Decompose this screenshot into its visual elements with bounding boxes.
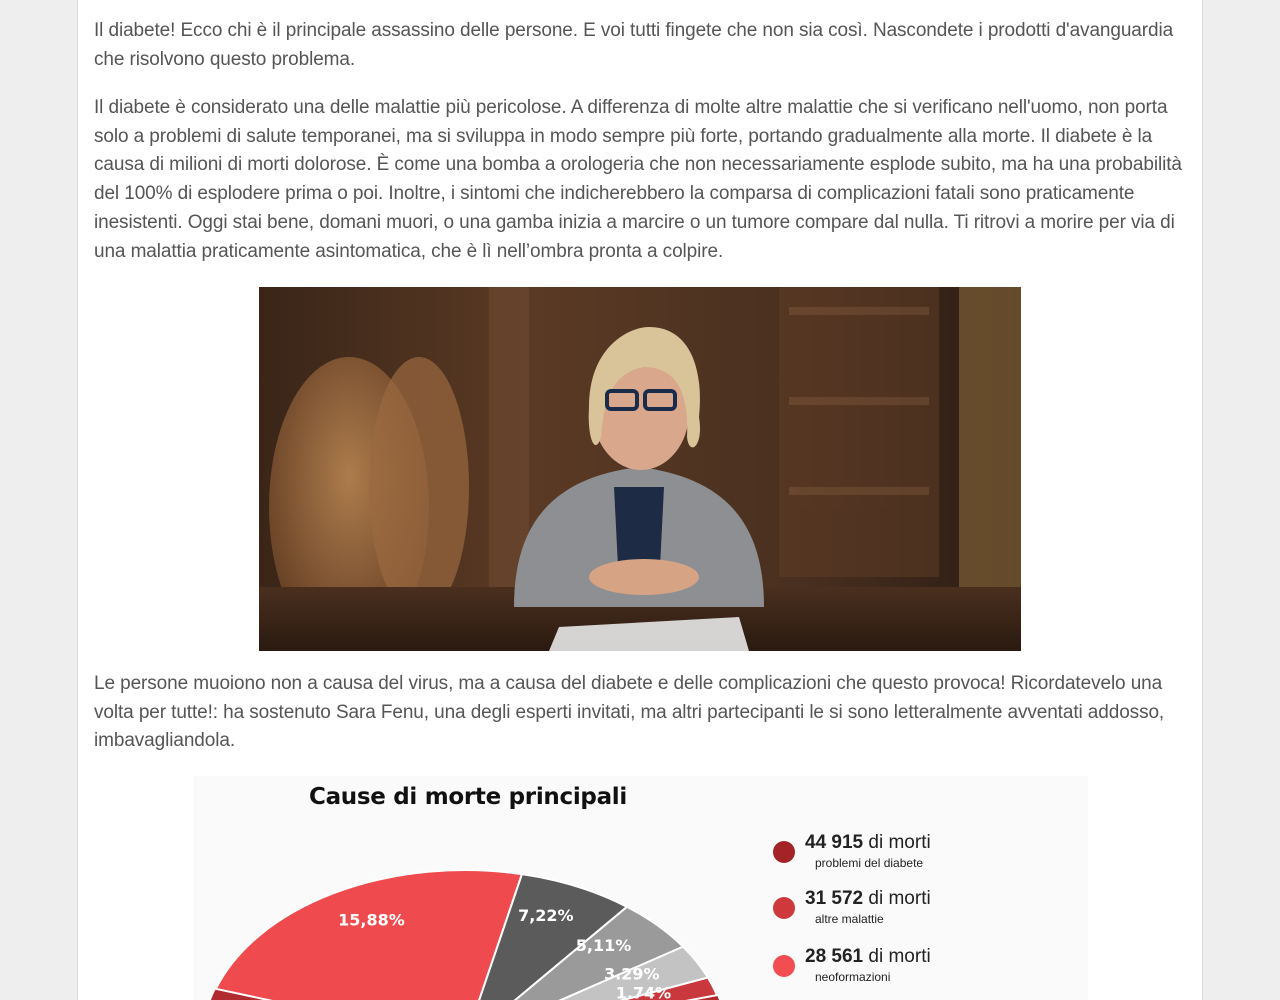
legend-dot <box>773 897 795 919</box>
legend-count: 31 572 <box>805 888 864 909</box>
pie-slice-label: 15,88% <box>338 910 405 930</box>
article-paragraph: Il diabete è considerato una delle malattie più pericolose. A differenza di molte altre malattie che si verificano nell'uomo, non porta solo a problemi di salute temporanei, ma si sviluppa in modo sempre più forte, portando gradualmente alla morte. Il diabete è la causa di milioni di morti dolorose. È come una bomba a orologeria che non necessariamente esplode subito, ma ha una probabilità del 100% di esplodere prima o poi. Inoltre, i sintomi che indicherebbero la comparsa di complicazioni fatali sono praticamente inesistenti. Oggi stai bene, domani muori, o una gamba inizia a marcire o un tumore compare dal nulla. Ti ritrovi a morire per via di una malattia praticamente asintomatica, che è lì nell’ombra pronta a colpire. <box>94 97 1182 262</box>
article-photo <box>259 287 1021 651</box>
article-page <box>77 0 1203 1000</box>
legend-description: problemi del diabete <box>815 856 924 870</box>
pie-chart <box>193 776 753 1000</box>
legend-item <box>773 888 1013 938</box>
legend-description: neoformazioni <box>815 970 891 984</box>
legend-unit: di morti <box>863 946 931 967</box>
legend-unit: di morti <box>863 888 931 909</box>
legend-unit: di morti <box>863 832 931 853</box>
legend-description: altre malattie <box>815 912 884 926</box>
pie-slice-label: 7,22% <box>518 905 574 925</box>
legend-dot <box>773 841 795 863</box>
legend-value <box>805 946 931 968</box>
pie-slice <box>216 870 522 1000</box>
chart-title: Cause di morte principali <box>309 784 627 810</box>
legend-value <box>805 888 931 910</box>
article-paragraph: Il diabete! Ecco chi è il principale assassino delle persone. E voi tutti fingete che non sia così. Nascondete i prodotti d'avanguardia che risolvono questo problema. <box>94 20 1174 70</box>
pie-slice-label: 1.74% <box>615 983 672 1000</box>
pie-slice-label: 5,11% <box>575 935 632 955</box>
woman-at-desk-image <box>259 287 1021 651</box>
legend-dot <box>773 955 795 977</box>
death-causes-chart <box>193 776 1088 1000</box>
legend-count: 28 561 <box>805 946 864 967</box>
pie-slice-label: 3.29% <box>604 964 660 984</box>
legend-count: 44 915 <box>805 832 864 853</box>
legend-item <box>773 832 1013 882</box>
legend-value <box>805 832 931 854</box>
legend-item <box>773 946 1013 996</box>
article-paragraph: Le persone muoiono non a causa del virus, ma a causa del diabete e delle complicazioni che questo provoca! Ricordatevelo una volta per tutte!: ha sostenuto Sara Fenu, una degli esperti invitati, ma altri partecipanti le si sono letteralmente avventati addosso, imbavagliandola. <box>94 673 1165 752</box>
